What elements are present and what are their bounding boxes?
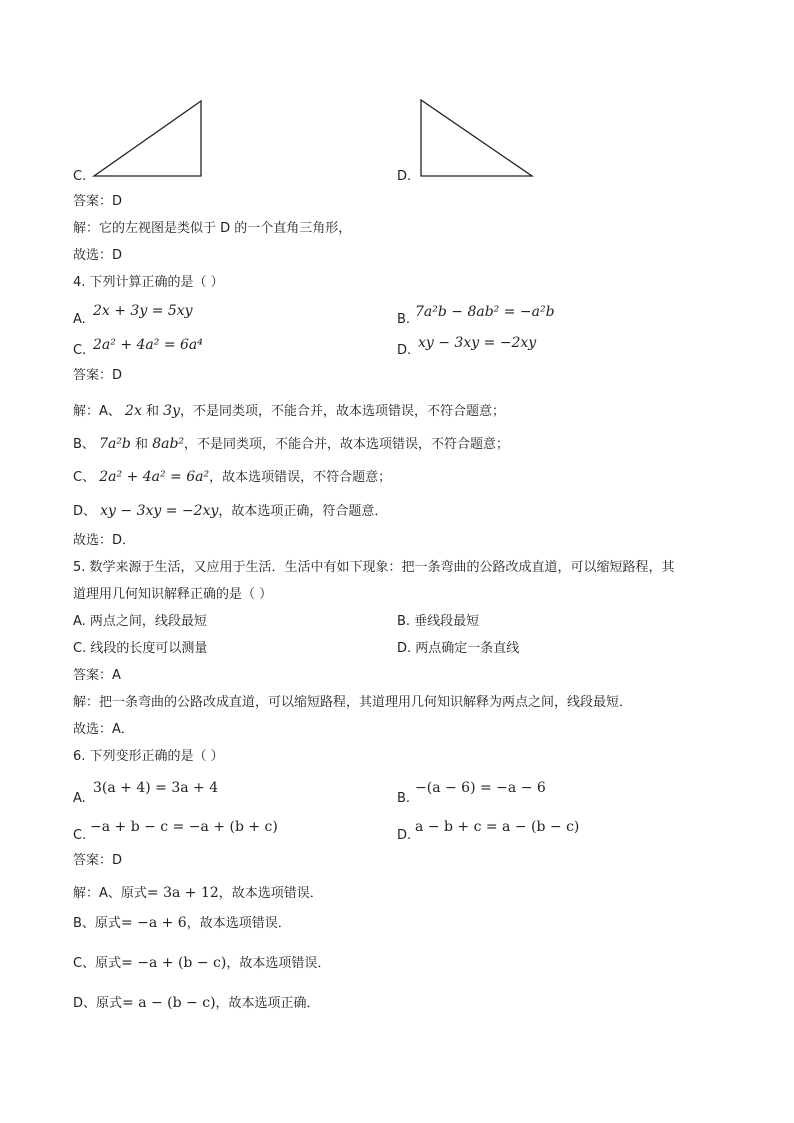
q4-explain-b-term2: 8ab² (152, 436, 185, 452)
q4-explain-c (73, 468, 391, 487)
q4-option-b-label: B. (397, 312, 411, 327)
q4-explain-a-term1: 2x (125, 403, 142, 419)
triangle-c (94, 101, 201, 176)
q4-explain-d-text: ，故本选项正确，符合题意． (218, 504, 388, 519)
q6-stem: 6. 下列变形正确的是（ ） (73, 749, 224, 764)
q6-explain-a (73, 884, 323, 903)
q4-option-c: 2a² + 4a² = 6a⁴ (93, 337, 203, 353)
q5-stem-line1: 5. 数学来源于生活，又应用于生活．生活中有如下现象：把一条弯曲的公路改成直道，可以缩短路程，其 (73, 560, 675, 575)
figure-d-label: D. (397, 169, 412, 184)
q4-explain-c-formula: 2a² + 4a² = 6a² (99, 469, 210, 485)
q5-answer: 答案：A (73, 668, 121, 683)
q6-explain-d-formula: = a − (b − c) (122, 995, 216, 1011)
q6-explain-d-prefix: D、原式 (73, 996, 123, 1011)
q6-option-d: a − b + c = a − (b − c) (415, 819, 580, 835)
q6-answer: 答案：D (73, 853, 123, 868)
triangle-d (421, 100, 532, 176)
q4-explain-a (73, 402, 505, 421)
q4-explain-a-and: 和 (146, 404, 160, 419)
q5-result: 故选：A． (73, 722, 134, 737)
q6-option-c-label: C. (73, 828, 87, 843)
q4-explain-b-and: 和 (135, 437, 149, 452)
q4-result: 故选：D． (73, 533, 136, 548)
q6-explain-a-text: ，故本选项错误． (218, 886, 323, 901)
q5-option-c: C. 线段的长度可以测量 (73, 641, 208, 656)
q4-explain-c-text: ，故本选项错误，不符合题意； (209, 470, 392, 485)
q6-explain-b (73, 914, 291, 933)
figure-c-label: C. (73, 169, 87, 184)
q4-option-c-label: C. (73, 343, 87, 358)
q6-explain-d-text: ，故本选项正确． (215, 996, 320, 1011)
q4-option-d-label: D. (397, 343, 412, 358)
q6-option-a-label: A. (73, 791, 86, 806)
q6-explain-c (73, 954, 330, 973)
q6-explain-c-text: ，故本选项错误． (226, 956, 331, 971)
q6-explain-b-formula: = −a + 6 (120, 915, 187, 931)
q6-explain-b-text: ，故本选项错误． (186, 916, 291, 931)
q6-option-b-label: B. (397, 791, 411, 806)
q6-explain-c-prefix: C、原式 (73, 956, 122, 971)
q4-option-d: xy − 3xy = −2xy (418, 335, 537, 351)
q6-explain-d (73, 994, 320, 1013)
q4-explain-a-prefix: 解：A、 (73, 404, 121, 419)
q6-option-d-label: D. (397, 828, 412, 843)
q4-option-b: 7a²b − 8ab² = −a²b (415, 304, 555, 320)
q6-explain-b-prefix: B、原式 (73, 916, 121, 931)
q3-result: 故选：D (73, 248, 123, 263)
q6-option-b: −(a − 6) = −a − 6 (415, 780, 546, 796)
q4-explain-b-term1: 7a²b (99, 436, 131, 452)
q4-explain-c-prefix: C、 (73, 470, 96, 485)
q4-explain-d-prefix: D、 (73, 504, 97, 519)
q3-explanation: 解：它的左视图是类似于 D 的一个直角三角形， (73, 221, 352, 236)
q5-option-d: D. 两点确定一条直线 (397, 641, 520, 656)
q5-option-a: A. 两点之间，线段最短 (73, 614, 207, 629)
q3-answer: 答案：D (73, 194, 123, 209)
q6-explain-a-formula: = 3a + 12 (146, 885, 219, 901)
q5-option-b: B. 垂线段最短 (397, 614, 480, 629)
q4-option-a: 2x + 3y = 5xy (93, 303, 193, 319)
q4-option-a-label: A. (73, 312, 86, 327)
q6-explain-a-prefix: 解：A、原式 (73, 886, 147, 901)
q6-explain-c-formula: = −a + (b − c) (121, 955, 227, 971)
q4-explain-b (73, 435, 509, 454)
q5-explanation: 解：把一条弯曲的公路改成直道，可以缩短路程，其道理用几何知识解释为两点之间，线段最短． (73, 695, 633, 710)
q4-answer: 答案：D (73, 368, 123, 383)
q4-stem: 4. 下列计算正确的是（ ） (73, 275, 224, 290)
q6-option-c: −a + b − c = −a + (b + c) (90, 819, 278, 835)
q4-explain-d-formula: xy − 3xy = −2xy (100, 503, 219, 519)
q4-explain-b-text: ，不是同类项，不能合并，故本选项错误，不符合题意； (184, 437, 510, 452)
q6-option-a: 3(a + 4) = 3a + 4 (93, 780, 219, 796)
q5-stem-line2: 道理用几何知识解释正确的是（ ） (73, 587, 273, 602)
q4-explain-d (73, 502, 387, 521)
q4-explain-a-text: ，不是同类项，不能合并，故本选项错误，不符合题意； (179, 404, 505, 419)
q4-explain-b-prefix: B、 (73, 437, 95, 452)
q4-explain-a-term2: 3y (163, 403, 180, 419)
